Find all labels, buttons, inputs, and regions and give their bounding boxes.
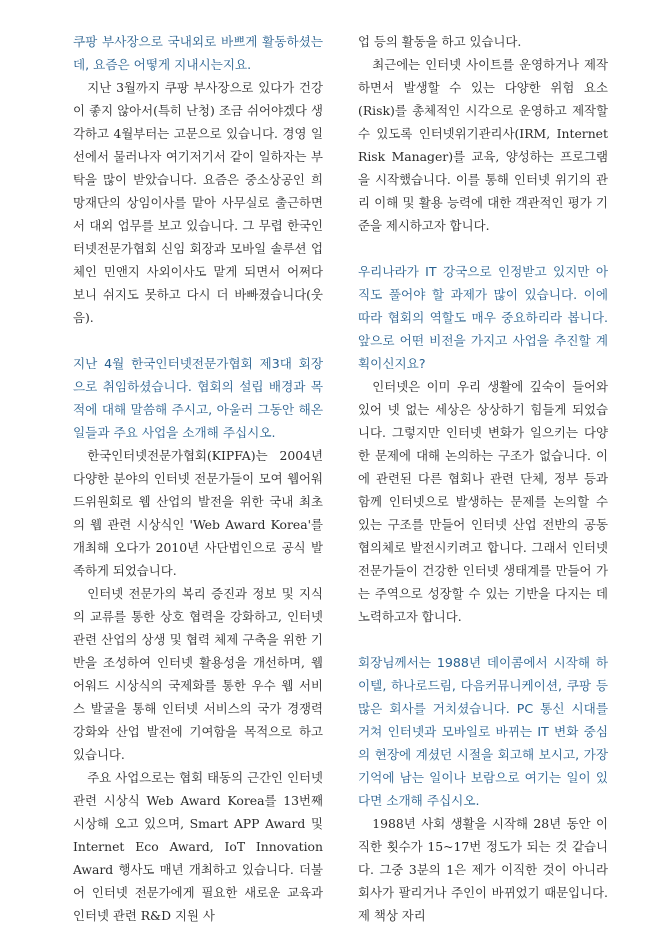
- answer-2-paragraph-2: 인터넷 전문가의 복리 증진과 정보 및 지식의 교류를 통한 상호 협력을 강화하고, 인터넷 관련 산업의 상생 및 협력 체제 구축을 위한 기반을 조성하여 인터넷 활용성을 개선하며, 웹어워드 시상식의 국제화를 통한 우수 웹 서비스 발굴을 통해 인터넷 서비스의 국가 경쟁력 강화와 산업 발전에 기여함을 목적으로 하고 있습니다.: [73, 586, 323, 762]
- right-column: [358, 30, 608, 927]
- section-gap: [358, 237, 608, 260]
- question-3: 우리나라가 IT 강국으로 인정받고 있지만 아직도 풀어야 할 과제가 많이 있습니다. 이에 따라 협회의 역할도 매우 중요하리라 봅니다. 앞으로 어떤 비전을 가지고 사업을 추진할 계획이신지요?: [358, 264, 608, 371]
- answer-2-paragraph-3: 주요 사업으로는 협회 태동의 근간인 인터넷 관련 시상식 Web Award Korea를 13번째 시상해 오고 있으며, Smart APP Award 및 Internet Eco Award, IoT Innovation Award 행사도 매년 개최하고 있습니다. 더불어 인터넷 전문가에게 필요한 새로운 교육과 인터넷 관련 R&D 지원 사: [73, 770, 323, 923]
- left-column: [73, 30, 323, 927]
- section-gap: [73, 329, 323, 352]
- section-gap: [358, 628, 608, 651]
- question-1: 쿠팡 부사장으로 국내외로 바쁘게 활동하셨는데, 요즘은 어떻게 지내시는지요.: [73, 34, 323, 72]
- answer-1: 지난 3월까지 쿠팡 부사장으로 있다가 건강이 좋지 않아서(특히 난청) 조금 쉬어야겠다 생각하고 4월부터는 고문으로 있습니다. 경영 일선에서 물러나자 여기저기서 같이 일하자는 부탁을 많이 받았습니다. 요즘은 중소상공인 희망재단의 상임이사를 맡아 사무실로 출근하면서 대외 업무를 보고 있습니다. 그 무렵 한국인터넷전문가협회 신임 회장과 모바일 솔루션 업체인 민앤지 사외이사도 맡게 되면서 어쩌다 보니 쉬지도 못하고 다시 더 바빠졌습니다(웃음).: [73, 80, 323, 325]
- answer-2-continuation: 업 등의 활동을 하고 있습니다.: [358, 34, 522, 49]
- answer-3: 인터넷은 이미 우리 생활에 깊숙이 들어와 있어 넷 없는 세상은 상상하기 힘들게 되었습니다. 그렇지만 인터넷 변화가 일으키는 다양한 문제에 대해 논의하는 구조가 없습니다. 이에 관련된 다른 협회나 관련 단체, 정부 등과 함께 인터넷으로 발생하는 문제를 논의할 수 있는 구조를 만들어 인터넷 산업 전반의 공동 협의체로 발전시키려고 합니다. 그래서 인터넷 전문가들이 건강한 인터넷 생태계를 만들어 가는 주역으로 성장할 수 있는 기반을 다지는 데 노력하고자 합니다.: [358, 379, 608, 624]
- answer-2-paragraph-1: 한국인터넷전문가협회(KIPFA)는 2004년 다양한 분야의 인터넷 전문가들이 모여 웹어워드위원회로 웹 산업의 발전을 위한 국내 최초의 웹 관련 시상식인 'Web Award Korea'를 개최해 오다가 2010년 사단법인으로 공식 발족하게 되었습니다.: [73, 448, 323, 578]
- question-4: 회장님께서는 1988년 데이콤에서 시작해 하이텔, 하나로드림, 다음커뮤니케이션, 쿠팡 등 많은 회사를 거치셨습니다. PC 통신 시대를 거쳐 인터넷과 모바일로 바뀌는 IT 변화 중심의 현장에 계셨던 시절을 회고해 보시고, 가장 기억에 남는 일이나 보람으로 여기는 일이 있다면 소개해 주십시오.: [358, 655, 608, 808]
- answer-2-paragraph-4: 최근에는 인터넷 사이트를 운영하거나 제작하면서 발생할 수 있는 다양한 위험 요소(Risk)를 총체적인 시각으로 운영하고 제작할 수 있도록 인터넷위기관리사(IRM, Internet Risk Manager)를 교육, 양성하는 프로그램을 시작했습니다. 이를 통해 인터넷 위기의 관리 이해 및 활용 능력에 대한 객관적인 평가 기준을 제시하고자 합니다.: [358, 57, 608, 233]
- question-2: 지난 4월 한국인터넷전문가협회 제3대 회장으로 취임하셨습니다. 협회의 설립 배경과 목적에 대해 말씀해 주시고, 아울러 그동안 해온 일들과 주요 사업을 소개해 주십시오.: [73, 356, 323, 440]
- answer-4: 1988년 사회 생활을 시작해 28년 동안 이직한 횟수가 15~17번 정도가 되는 것 같습니다. 그중 3분의 1은 제가 이직한 것이 아니라 회사가 팔리거나 주인이 바뀌었기 때문입니다. 제 책상 자리: [358, 816, 608, 923]
